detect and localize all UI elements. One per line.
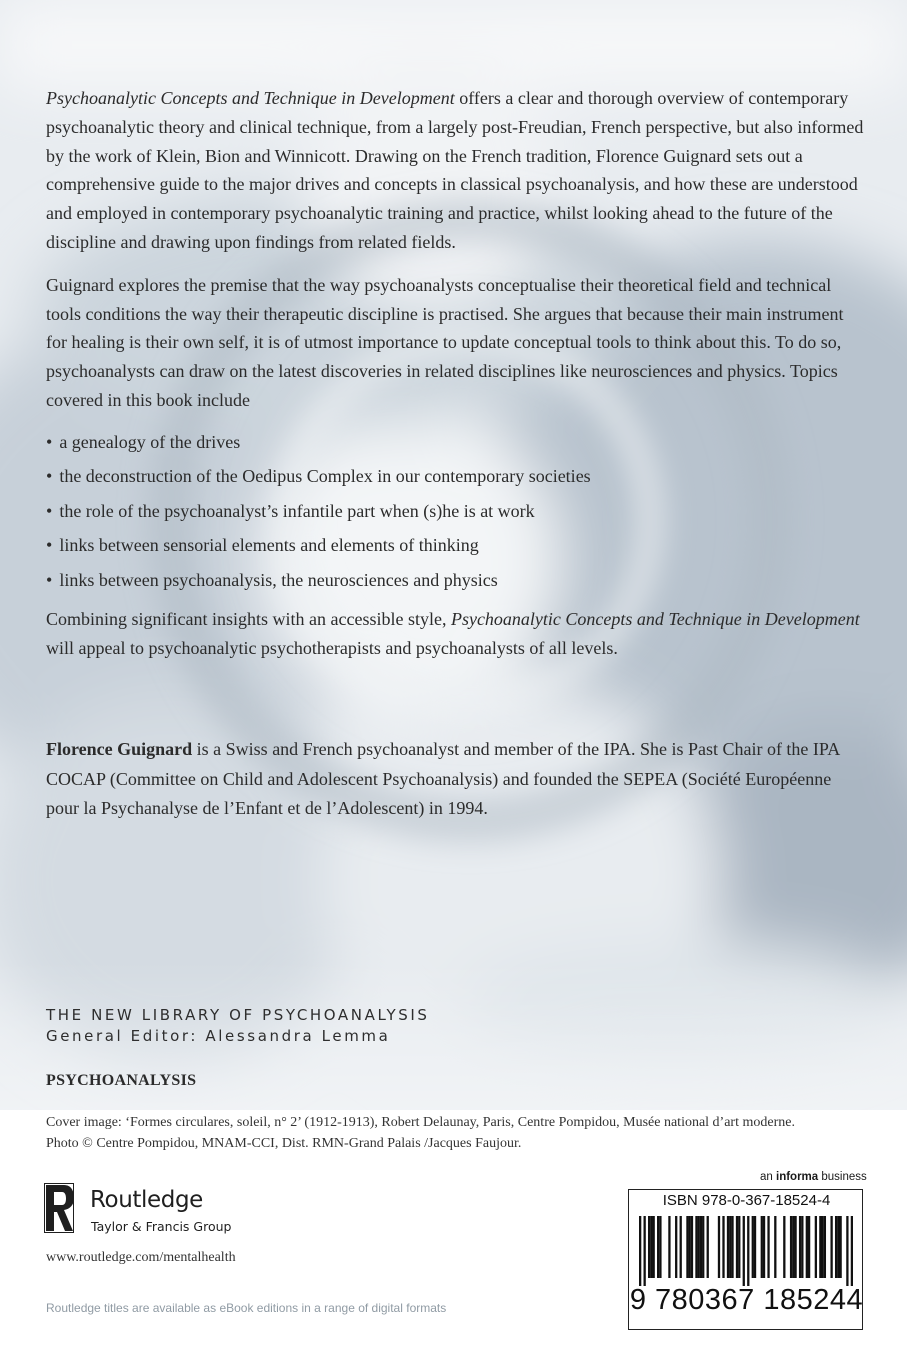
barcode-bar [648,1216,650,1278]
barcode-bar [851,1216,853,1286]
barcode-bar [846,1216,848,1286]
barcode-bar [806,1216,808,1278]
series-editor: General Editor: Alessandra Lemma [46,1027,391,1045]
list-item: • links between psychoanalysis, the neurosciences and physics [46,563,866,598]
barcode-bar [754,1216,756,1278]
barcode-bar [763,1216,765,1278]
barcode-bar [835,1216,837,1278]
publisher-group: Taylor & Francis Group [91,1219,232,1234]
barcode-bar [707,1216,709,1278]
isbn-label: ISBN 978-0-367-18524-4 [662,1192,831,1209]
barcode-bar [752,1216,754,1278]
barcode-bar [698,1216,700,1278]
description-paragraph-3: Combining significant insights with an accessible style, Psychoanalytic Concepts and Technique in Development will appeal to psychoanalytic psychotherapists and psychoanalysts of all levels. [46,609,860,659]
author-bio: Florence Guignard is a Swiss and French psychoanalyst and member of the IPA. She is Past Chair of the IPA COCAP (Committee on Child and Adolescent Psychoanalysis) and founded the SEPEA (Société Européenne pour la Psychanalyse de l’Enfant et de l’Adolescent) in 1994. [46,739,840,818]
series-info [46,1005,429,1047]
barcode-bar [686,1216,688,1278]
isbn-barcode [628,1189,863,1330]
barcode-bar [743,1216,745,1286]
description-paragraph-1: Psychoanalytic Concepts and Technique in Development offers a clear and thorough overview of contemporary psychoanalytic theory and clinical technique, from a largely post-Freudian, French perspective, but also informed by the work of Klein, Bion and Winnicott. Drawing on the French tradition, Florence Guignard sets out a comprehensive guide to the major drives and concepts in classical psychoanalysis, and how these are understood and employed in contemporary psychoanalytic training and practice, whilst looking ahead to the future of the discipline and drawing upon findings from related fields. [46,88,864,252]
list-item: • the role of the psychoanalyst’s infantile part when (s)he is at work [46,494,866,529]
barcode-bar [695,1216,697,1278]
barcode-bar [657,1216,659,1278]
barcode-bar [794,1216,796,1278]
book-title: Psychoanalytic Concepts and Technique in Development [46,88,455,108]
ebook-note: Routledge titles are available as eBook editions in a range of digital formats [46,1301,447,1315]
book-title: Psychoanalytic Concepts and Technique in Development [450,609,860,630]
barcode-bar [819,1216,821,1278]
informa-business-tag: an informa business [760,1171,867,1183]
barcode-bar [700,1216,702,1278]
barcode-bar [799,1216,801,1278]
barcode-bar [774,1216,776,1278]
series-name: THE NEW LIBRARY OF PSYCHOANALYSIS [46,1006,430,1024]
publisher-url: www.routledge.com/mentalhealth [46,1250,236,1265]
barcode-bar [729,1216,731,1278]
barcode-bar [808,1216,810,1278]
cover-image-credit: Cover image: ‘Formes circulares, soleil, n° 2’ (1912-1913), Robert Delaunay, Paris, Centre Pompidou, Musée national d’art moderne. Photo © Centre Pompidou, MNAM-CCI, Dist. RMN-Grand Palais /Jacques Faujour. [46,1115,795,1151]
barcode-bar [821,1216,823,1278]
barcode-bar [659,1216,661,1278]
topics-list [46,425,866,598]
barcode-bar [801,1216,803,1278]
barcode-bar [815,1216,817,1278]
barcode-bar [691,1216,693,1278]
barcode-bar [830,1216,832,1278]
barcode-bar [731,1216,733,1278]
barcode-bar [644,1216,646,1286]
list-item: • the deconstruction of the Oedipus Complex in our contemporary societies [46,459,866,494]
list-item: • a genealogy of the drives [46,425,866,460]
list-item: • links between sensorial elements and elements of thinking [46,528,866,563]
barcode-bar [702,1216,704,1278]
barcode-bar [738,1216,740,1278]
barcode-bar [675,1216,677,1278]
barcode-bar [689,1216,691,1278]
barcode-bar [747,1216,749,1286]
barcode-bar [824,1216,826,1278]
barcode-bars [639,1216,853,1286]
routledge-logo-icon [44,1183,74,1233]
subject-category: PSYCHOANALYSIS [46,1072,197,1089]
author-name: Florence Guignard [46,739,193,759]
publisher-name: Routledge [90,1187,203,1213]
barcode-bar [761,1216,763,1278]
barcode-bar [837,1216,839,1278]
barcode-bar [783,1216,785,1278]
barcode-bar [639,1216,641,1286]
barcode-bar [839,1216,841,1278]
barcode-bar [650,1216,652,1278]
barcode-digits: 9 780367 185244 [629,1284,864,1316]
barcode-bar [668,1216,670,1278]
barcode-bar [767,1216,769,1278]
book-description [46,84,866,677]
barcode-bar [680,1216,682,1278]
barcode-bar [718,1216,720,1278]
description-paragraph-2: Guignard explores the premise that the way psychoanalysts conceptualise their theoretical field and technical tools conditions the way their therapeutic discipline is practised. She argues that because their main instrument for healing is their own self, it is of utmost importance to update conceptual tools to think about this. To do so, psychoanalysts can draw on the latest discoveries in related disciplines like neurosciences and physics. Topics covered in this book include [46,274,844,410]
barcode-bar [722,1216,724,1278]
barcode-bar [727,1216,729,1278]
barcode-bar [653,1216,655,1278]
barcode-bar [790,1216,792,1278]
barcode-bar [736,1216,738,1278]
barcode-bar [792,1216,794,1278]
